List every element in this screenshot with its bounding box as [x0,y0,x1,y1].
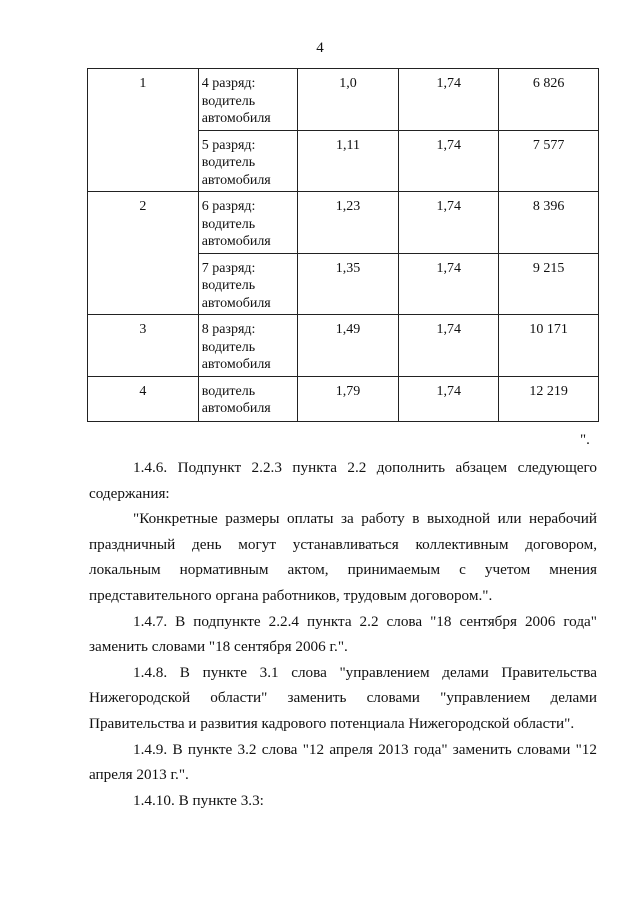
salary-grade-table [87,68,599,422]
coefficient-cell: 1,0 [297,69,399,131]
group-cell: 2 [88,192,199,315]
multiplier-cell: 1,74 [399,69,499,131]
position-name-line: 7 разряд: [201,260,256,276]
position-name-line: водитель [201,216,256,232]
paragraph-quoted-amendment: "Конкретные размеры оплаты за работу в выходной или нерабочий праздничный день могут устанавливаться коллективным договором, локальным нормативным актом, принимаемым с учетом мнения представительного органа работников, трудовым договором.". [89,510,597,604]
coefficient-cell: 1,49 [297,315,399,377]
position-name-line: водитель [201,383,256,399]
multiplier-cell: 1,74 [399,376,499,421]
position-name-line: автомобиля [201,111,271,126]
table-closing-quote: ". [580,432,590,448]
position-name-line: водитель [201,93,256,109]
group-cell: 3 [88,315,199,377]
coefficient-cell: 1,35 [297,253,399,315]
paragraph-1-4-7: 1.4.7. В подпункте 2.2.4 пункта 2.2 слова "18 сентября 2006 года" заменить словами "18 сентября 2006 г.". [89,612,597,656]
document-body [89,455,597,813]
salary-cell: 9 215 [499,253,599,315]
position-name-cell [198,130,297,192]
paragraph-1-4-8: 1.4.8. В пункте 3.1 слова "управлением делами Правительства Нижегородской области" заменить словами "управлением делами Правительства и развития кадрового потенциала Нижегородской области". [89,663,597,732]
position-name-line: водитель [201,339,256,355]
position-name-line: автомобиля [201,295,271,311]
position-name-line: 8 разряд: [201,322,256,337]
position-name-line: 6 разряд: [201,199,256,214]
position-name-line: водитель [201,155,256,170]
group-cell: 1 [88,69,199,192]
coefficient-cell: 1,79 [297,376,399,421]
position-name-cell [198,192,297,254]
page-number: 4 [316,40,324,56]
position-name-line: 5 разряд: [201,137,256,153]
multiplier-cell: 1,74 [399,192,499,254]
position-name-line: автомобиля [201,172,271,188]
position-name-line: водитель [201,278,256,293]
position-name-line: 4 разряд: [201,76,256,91]
position-name-cell [198,315,297,377]
salary-cell: 10 171 [499,315,599,377]
multiplier-cell: 1,74 [399,253,499,315]
position-name-cell [198,69,297,131]
paragraph-1-4-6: 1.4.6. Подпункт 2.2.3 пункта 2.2 дополнить абзацем следующего содержания: [89,459,597,502]
group-cell: 4 [88,376,199,421]
paragraph-1-4-9: 1.4.9. В пункте 3.2 слова "12 апреля 2013 года" заменить словами "12 апреля 2013 г.". [89,740,597,784]
position-name-cell [198,376,297,421]
coefficient-cell: 1,11 [297,130,399,192]
coefficient-cell: 1,23 [297,192,399,254]
table-row [88,376,599,421]
multiplier-cell: 1,74 [399,130,499,192]
multiplier-cell: 1,74 [399,315,499,377]
paragraph-1-4-10: 1.4.10. В пункте 3.3: [133,791,264,809]
table-row [88,315,599,377]
position-name-line: автомобиля [201,357,271,372]
position-name-line: автомобиля [201,234,271,249]
salary-cell: 12 219 [499,376,599,421]
table-row [88,69,599,131]
salary-cell: 7 577 [499,130,599,192]
salary-cell: 6 826 [499,69,599,131]
table-row [88,192,599,254]
salary-cell: 8 396 [499,192,599,254]
position-name-cell [198,253,297,315]
position-name-line: автомобиля [201,401,271,416]
